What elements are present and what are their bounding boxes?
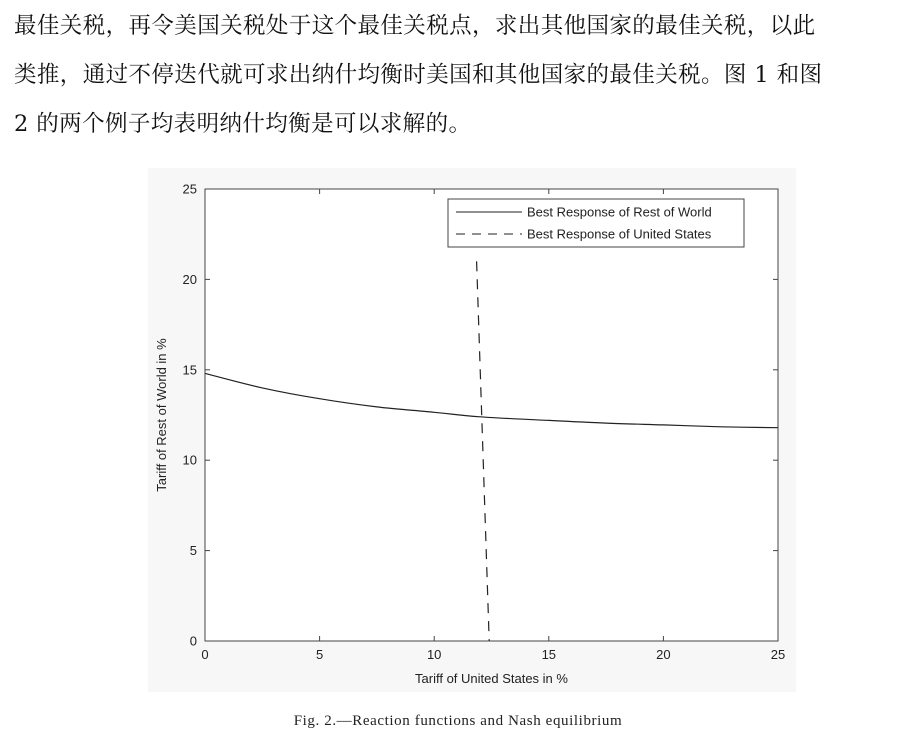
- paragraph-line: 2 的两个例子均表明纳什均衡是可以求解的。: [14, 111, 472, 137]
- x-tick-label: 25: [770, 647, 786, 662]
- reaction-function-chart: [148, 168, 796, 692]
- y-axis-label: Tariff of Rest of World in %: [154, 338, 169, 492]
- paragraph-line: 最佳关税，再令美国关税处于这个最佳关税点，求出其他国家的最佳关税，以此: [14, 13, 816, 39]
- y-tick-label: 20: [182, 271, 197, 287]
- legend-entry-united-states: Best Response of United States: [527, 226, 712, 242]
- paragraph-line: 类推，通过不停迭代就可求出纳什均衡时美国和其他国家的最佳关税。图 1 和图: [14, 62, 823, 88]
- y-tick-label: 10: [182, 452, 197, 468]
- figure: [148, 168, 796, 692]
- y-tick-label: 15: [182, 362, 197, 378]
- x-tick-label: 15: [541, 647, 557, 662]
- y-tick-label: 5: [189, 543, 197, 559]
- legend: [448, 199, 744, 247]
- x-axis-label: Tariff of United States in %: [415, 671, 568, 686]
- body-paragraph: [14, 2, 908, 149]
- x-tick-label: 20: [656, 647, 671, 662]
- y-tick-label: 25: [182, 181, 197, 197]
- figure-caption: Fig. 2.—Reaction functions and Nash equilibrium: [293, 713, 623, 729]
- plot-area: [205, 189, 778, 641]
- x-tick-label: 0: [201, 647, 209, 662]
- x-tick-label: 5: [315, 647, 324, 662]
- legend-entry-rest-of-world: Best Response of Rest of World: [527, 204, 712, 220]
- x-tick-label: 10: [426, 647, 442, 662]
- y-tick-label: 0: [189, 633, 197, 649]
